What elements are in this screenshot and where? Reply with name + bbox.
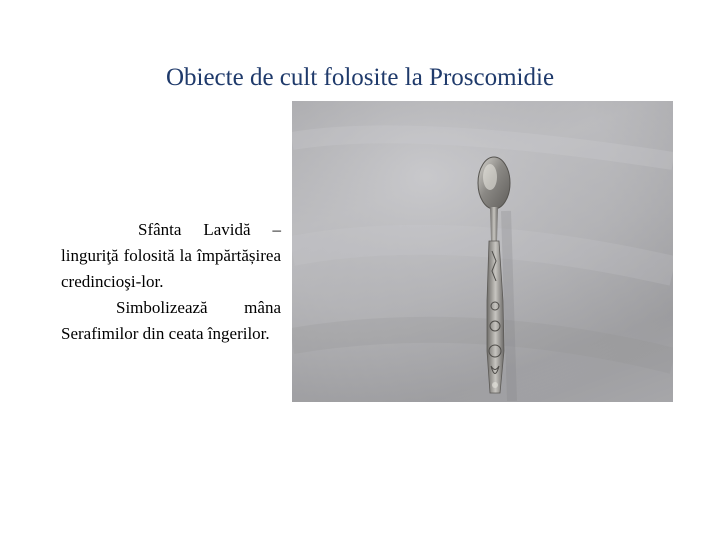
description-paragraph-2: Simbolizează mâna Serafimilor din ceata îngerilor.	[61, 298, 281, 343]
description-paragraph-1: Sfânta Lavidă – linguriţă folosită la împărtășirea credincioşi-lor.	[61, 220, 281, 291]
slide-title: Obiecte de cult folosite la Proscomidie	[165, 64, 555, 91]
description-text	[61, 217, 281, 347]
spoon-photo	[292, 101, 673, 402]
spoon-neck-shape	[490, 207, 498, 241]
spoon-photo-image	[292, 101, 673, 402]
